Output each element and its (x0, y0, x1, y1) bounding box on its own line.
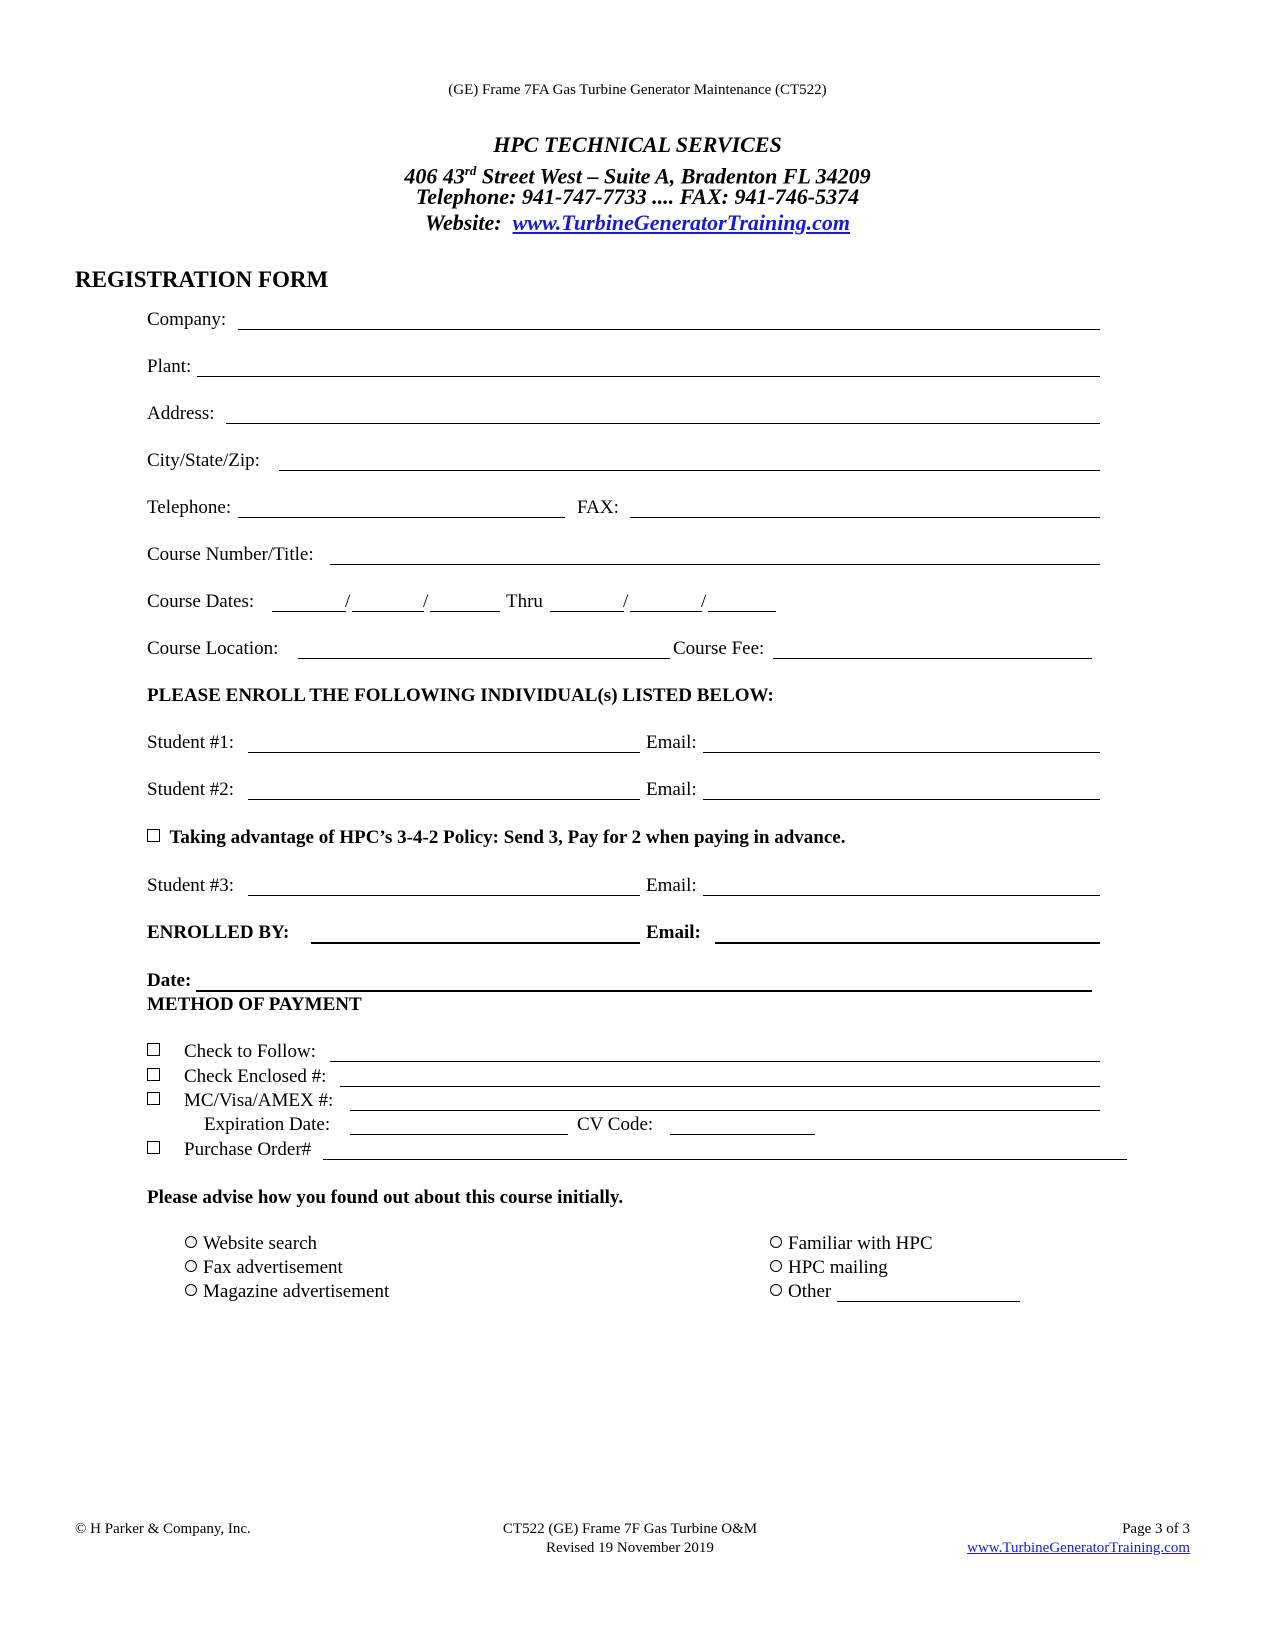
city-state-zip-field[interactable] (279, 470, 1100, 471)
check-enclosed-field[interactable] (340, 1086, 1100, 1087)
enroll-heading: PLEASE ENROLL THE FOLLOWING INDIVIDUAL(s) LISTED BELOW: (147, 685, 774, 706)
purchase-order-option[interactable] (147, 1139, 160, 1161)
radio-circle-icon[interactable] (185, 1260, 197, 1272)
policy-option[interactable] (147, 827, 845, 849)
expiration-field[interactable] (350, 1134, 568, 1135)
end-year-field[interactable] (708, 611, 776, 612)
student1-field[interactable] (248, 752, 640, 753)
other-source-field[interactable] (837, 1301, 1020, 1302)
address-label: Address: (147, 403, 215, 424)
policy-checkbox[interactable] (147, 829, 160, 842)
check-enclosed-label: Check Enclosed #: (184, 1066, 327, 1087)
card-option[interactable] (147, 1090, 160, 1112)
city-state-zip-label: City/State/Zip: (147, 450, 260, 471)
enrolled-by-label: ENROLLED BY: (147, 922, 290, 943)
card-label: MC/Visa/AMEX #: (184, 1090, 334, 1111)
radio-circle-icon[interactable] (185, 1284, 197, 1296)
org-telephone: Telephone: 941-747-7733 .... FAX: 941-746-5374 (415, 184, 860, 209)
purchase-order-field[interactable] (323, 1159, 1127, 1160)
fax-label: FAX: (577, 497, 619, 518)
policy-text: Taking advantage of HPC’s 3-4-2 Policy: Send 3, Pay for 2 when paying in advance. (169, 827, 846, 848)
purchase-order-label: Purchase Order# (184, 1139, 312, 1160)
start-day-field[interactable] (352, 611, 424, 612)
document-header: (GE) Frame 7FA Gas Turbine Generator Maintenance (CT522) (448, 82, 827, 98)
course-dates-label: Course Dates: (147, 591, 255, 612)
radio-circle-icon[interactable] (770, 1284, 782, 1296)
source-question: Please advise how you found out about this course initially. (147, 1187, 624, 1208)
enrolled-by-field[interactable] (311, 942, 640, 944)
check-enclosed-option[interactable] (147, 1066, 160, 1088)
footer-url[interactable]: www.TurbineGeneratorTraining.com (967, 1540, 1190, 1556)
footer-course: CT522 (GE) Frame 7F Gas Turbine O&M (502, 1521, 758, 1537)
org-website: Website: www.TurbineGeneratorTraining.com (425, 210, 850, 235)
source-option-mailing[interactable]: HPC mailing (770, 1257, 888, 1279)
student3-email-field[interactable] (703, 895, 1100, 896)
course-location-label: Course Location: (147, 638, 279, 659)
card-number-field[interactable] (350, 1110, 1100, 1111)
check-follow-field[interactable] (330, 1061, 1100, 1062)
course-fee-label: Course Fee: (673, 638, 765, 659)
student1-email-label: Email: (646, 732, 697, 753)
check-follow-checkbox[interactable] (147, 1043, 160, 1056)
company-label: Company: (147, 309, 227, 330)
enrolled-by-email-label: Email: (646, 922, 701, 943)
date-field[interactable] (196, 990, 1092, 992)
date-label: Date: (147, 970, 192, 991)
start-year-field[interactable] (430, 611, 500, 612)
source-option-fax[interactable]: Fax advertisement (185, 1257, 343, 1279)
student3-label: Student #3: (147, 875, 235, 896)
course-number-label: Course Number/Title: (147, 544, 314, 565)
radio-circle-icon[interactable] (770, 1236, 782, 1248)
org-name: HPC TECHNICAL SERVICES (493, 132, 782, 157)
date-slash: / (423, 591, 429, 612)
course-fee-field[interactable] (773, 658, 1092, 659)
footer-copyright: © H Parker & Company, Inc. (75, 1521, 251, 1537)
end-day-field[interactable] (630, 611, 702, 612)
student1-label: Student #1: (147, 732, 235, 753)
card-checkbox[interactable] (147, 1092, 160, 1105)
cv-code-label: CV Code: (577, 1114, 654, 1135)
course-number-field[interactable] (330, 564, 1100, 565)
date-slash: / (623, 591, 629, 612)
student3-field[interactable] (248, 895, 640, 896)
source-option-familiar[interactable]: Familiar with HPC (770, 1233, 933, 1255)
student1-email-field[interactable] (703, 752, 1100, 753)
student2-email-label: Email: (646, 779, 697, 800)
payment-heading: METHOD OF PAYMENT (147, 994, 362, 1015)
source-option-other[interactable]: Other (770, 1281, 831, 1303)
check-enclosed-checkbox[interactable] (147, 1068, 160, 1081)
purchase-order-checkbox[interactable] (147, 1141, 160, 1154)
plant-label: Plant: (147, 356, 192, 377)
source-option-website[interactable]: Website search (185, 1233, 317, 1255)
end-month-field[interactable] (550, 611, 624, 612)
footer-revised: Revised 19 November 2019 (546, 1540, 714, 1556)
radio-circle-icon[interactable] (185, 1236, 197, 1248)
enrolled-by-email-field[interactable] (715, 942, 1100, 944)
course-location-field[interactable] (298, 658, 670, 659)
cv-code-field[interactable] (670, 1134, 815, 1135)
check-follow-label: Check to Follow: (184, 1041, 316, 1062)
website-link[interactable]: www.TurbineGeneratorTraining.com (512, 210, 850, 235)
org-address: 406 43rd Street West – Suite A, Bradenton FL 34209 (404, 163, 871, 189)
student2-email-field[interactable] (703, 799, 1100, 800)
telephone-field[interactable] (238, 517, 565, 518)
source-option-magazine[interactable]: Magazine advertisement (185, 1281, 389, 1303)
date-slash: / (345, 591, 351, 612)
check-follow-option[interactable] (147, 1041, 160, 1063)
student2-label: Student #2: (147, 779, 235, 800)
footer-page-number: Page 3 of 3 (1122, 1521, 1190, 1537)
plant-field[interactable] (197, 376, 1100, 377)
form-title: REGISTRATION FORM (75, 267, 329, 292)
expiration-label: Expiration Date: (204, 1114, 331, 1135)
student3-email-label: Email: (646, 875, 697, 896)
telephone-label: Telephone: (147, 497, 232, 518)
student2-field[interactable] (248, 799, 640, 800)
company-field[interactable] (238, 329, 1100, 330)
date-slash: / (701, 591, 707, 612)
start-month-field[interactable] (272, 611, 346, 612)
footer-link[interactable] (967, 1540, 1190, 1557)
address-field[interactable] (226, 423, 1100, 424)
thru-label: Thru (506, 591, 543, 612)
fax-field[interactable] (630, 517, 1100, 518)
radio-circle-icon[interactable] (770, 1260, 782, 1272)
